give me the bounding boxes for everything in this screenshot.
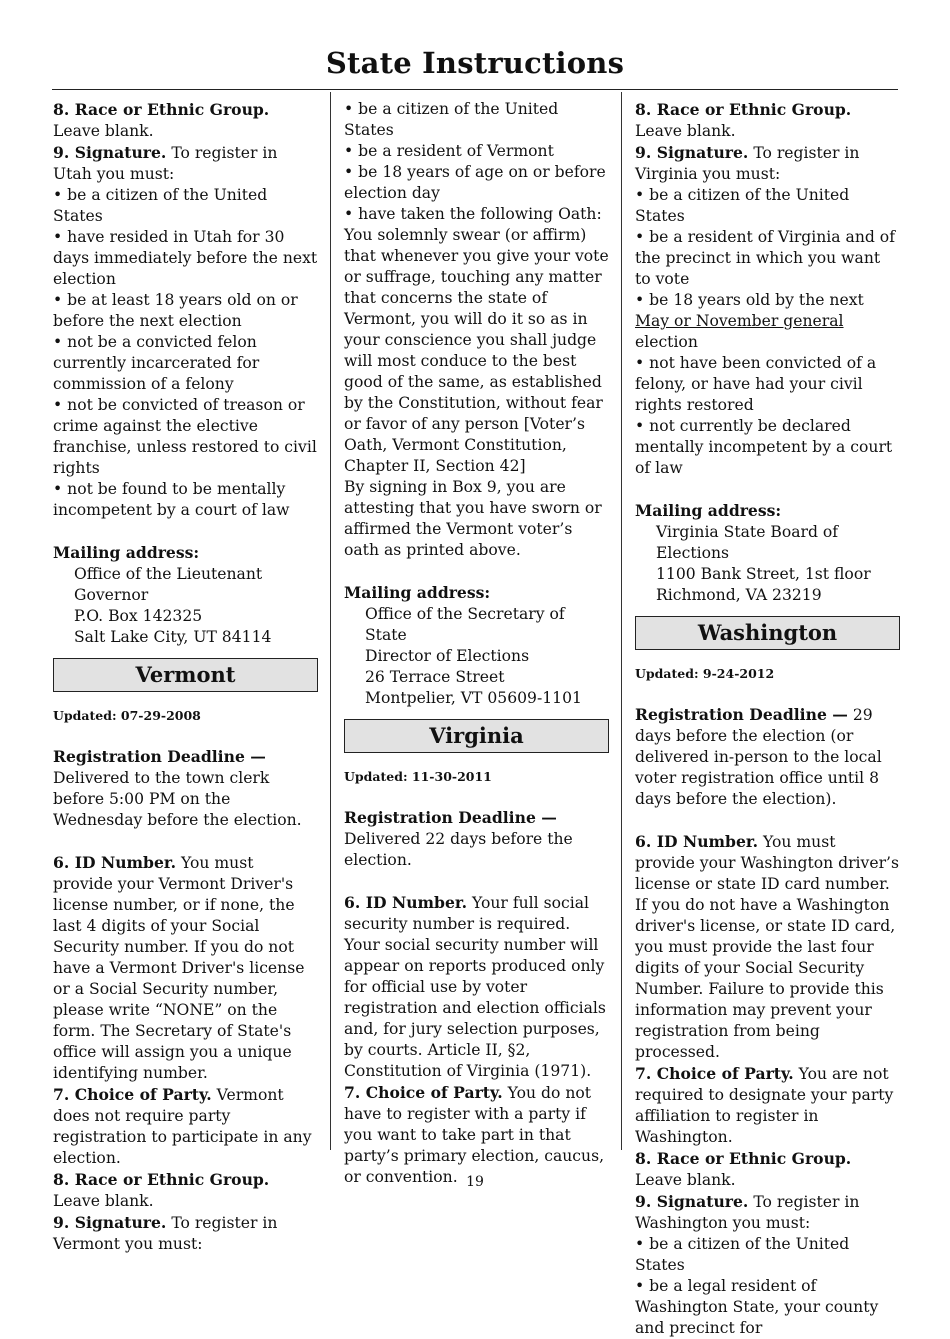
- paragraph-heading: 7. Choice of Party.: [53, 1085, 212, 1104]
- paragraph-text: To register in Utah you must:: [53, 144, 278, 183]
- paragraph: [635, 1063, 900, 1148]
- paragraph: [53, 852, 318, 1084]
- spacer: [635, 810, 900, 831]
- paragraph: [635, 185, 900, 227]
- paragraph-text: To register in Washington you must:: [635, 1193, 860, 1232]
- column-3: [635, 99, 900, 1339]
- paragraph-text: • be a citizen of the United States: [635, 186, 850, 225]
- paragraph-text: election: [635, 333, 698, 351]
- title-rule: [52, 89, 898, 90]
- paragraph-text: You must provide your Washington driver’s license or state ID card number. If you do not have a Washington driver's license, or state ID card, you must provide the last four digits of your Social Security Number. Failure to provide this information may prevent your registration from being processed.: [635, 833, 899, 1061]
- state-header: Washington: [635, 616, 900, 650]
- paragraph: [635, 227, 900, 290]
- paragraph-heading: 8. Race or Ethnic Group.: [53, 100, 270, 119]
- paragraph-heading: 6. ID Number.: [53, 853, 177, 872]
- paragraph-text: Delivered 22 days before the election.: [344, 830, 573, 869]
- paragraph-text: Delivered to the town clerk before 5:00 PM on the Wednesday before the election.: [53, 769, 302, 829]
- paragraph-heading: 9. Signature.: [635, 143, 749, 162]
- paragraph-text: • be a legal resident of Washington State, your county and precinct for: [635, 1277, 879, 1337]
- underlined-text: May or November general: [635, 312, 844, 330]
- paragraph-text: • not currently be declared mentally incompetent by a court of law: [635, 417, 893, 477]
- paragraph: [53, 1084, 318, 1169]
- paragraph-text: Your full social security number is required. Your social security number will appear on reports produced only for official use by voter registration and election officials and, for jury selection purposes, by courts. Article II, §2, Constitution of Virginia (1971).: [344, 894, 606, 1080]
- paragraph-text: • be 18 years of age on or before election day: [344, 163, 606, 202]
- paragraph: [53, 332, 318, 395]
- paragraph-text: You do not have to register with a party if you want to take part in that party’s primary election, caucus, or convention.: [344, 1084, 605, 1186]
- paragraph: [344, 204, 609, 477]
- paragraph-text: • be a citizen of the United States: [344, 100, 559, 139]
- paragraph: [53, 99, 318, 142]
- state-header: Vermont: [53, 658, 318, 692]
- address-line: 1100 Bank Street, 1st floor: [656, 565, 871, 583]
- paragraph: [53, 227, 318, 290]
- paragraph: [53, 185, 318, 227]
- paragraph: [53, 142, 318, 185]
- paragraph-text: • be a resident of Virginia and of the precinct in which you want to vote: [635, 228, 895, 288]
- updated-date: Updated: 11-30-2011: [344, 769, 492, 784]
- paragraph-text: You must provide your Vermont Driver's license number, or if none, the last 4 digits of your Social Security number. If you do not have a Vermont Driver's license or a Social Security number, please write “NONE” on the form. The Secretary of State's office will assign you a unique identifying number.: [53, 854, 305, 1082]
- paragraph-heading: 9. Signature.: [53, 1213, 167, 1232]
- paragraph-text: • be a resident of Vermont: [344, 142, 554, 160]
- spacer: [53, 725, 318, 746]
- page-title: State Instructions: [325, 46, 625, 80]
- paragraph-text: • have taken the following Oath: You solemnly swear (or affirm) that whenever you give your vote or suffrage, touching any matter that concerns the state of Vermont, you will do it so as in your conscience you shall judge will most conduce to the best good of the same, as established by the Constitution, without fear or favor of any person [Voter’s Oath, Vermont Constitution, Chapter II, Section 42]: [344, 205, 609, 475]
- address-line: 26 Terrace Street: [365, 668, 505, 686]
- paragraph-text: Leave blank.: [635, 122, 736, 140]
- address-line: Office of the Lieutenant Governor: [74, 565, 263, 604]
- paragraph-heading: Mailing address:: [53, 543, 200, 562]
- spacer: [635, 683, 900, 704]
- column-1: [53, 99, 318, 1255]
- paragraph: [635, 353, 900, 416]
- paragraph: [53, 479, 318, 521]
- spacer: [344, 561, 609, 582]
- paragraph-text: Leave blank.: [53, 122, 154, 140]
- paragraph: [635, 99, 900, 142]
- paragraph-text: • be 18 years old by the next: [635, 291, 864, 309]
- paragraph: [344, 582, 609, 604]
- paragraph: [344, 162, 609, 204]
- column-2: [344, 99, 609, 1188]
- address-line: Richmond, VA 23219: [656, 586, 822, 604]
- spacer: [344, 786, 609, 807]
- paragraph-text: 29 days before the election (or delivered in-person to the local voter registration office until 8 days before the election).: [635, 706, 882, 808]
- paragraph-heading: 6. ID Number.: [344, 893, 468, 912]
- address-line: P.O. Box 142325: [74, 607, 203, 625]
- updated-date: Updated: 07-29-2008: [53, 708, 201, 723]
- paragraph-text: • be a citizen of the United States: [635, 1235, 850, 1274]
- paragraph: [635, 290, 900, 353]
- paragraph: [53, 746, 318, 831]
- address-line: Salt Lake City, UT 84114: [74, 628, 272, 646]
- paragraph: [53, 290, 318, 332]
- paragraph-heading: Mailing address:: [635, 501, 782, 520]
- paragraph-text: By signing in Box 9, you are attesting that you have sworn or affirmed the Vermont voter’s oath as printed above.: [344, 478, 602, 559]
- paragraph: [53, 542, 318, 564]
- paragraph-text: You are not required to designate your party affiliation to register in Washington.: [635, 1065, 894, 1146]
- paragraph-text: • not be found to be mentally incompetent by a court of law: [53, 480, 290, 519]
- paragraph-text: • not have been convicted of a felony, or have had your civil rights restored: [635, 354, 877, 414]
- paragraph-text: To register in Vermont you must:: [53, 1214, 278, 1253]
- address-line: Virginia State Board of Elections: [656, 523, 839, 562]
- paragraph-heading: 7. Choice of Party.: [344, 1083, 503, 1102]
- paragraph-heading: Registration Deadline —: [635, 705, 848, 724]
- paragraph-text: • not be a convicted felon currently incarcerated for commission of a felony: [53, 333, 260, 393]
- paragraph: [635, 1234, 900, 1276]
- paragraph: [344, 141, 609, 162]
- paragraph-text: To register in Virginia you must:: [635, 144, 860, 183]
- spacer: [53, 521, 318, 542]
- paragraph-text: Leave blank.: [635, 1171, 736, 1189]
- paragraph: [344, 477, 609, 561]
- updated-date: Updated: 9-24-2012: [635, 666, 775, 681]
- paragraph-text: • be a citizen of the United States: [53, 186, 268, 225]
- paragraph-heading: Registration Deadline —: [344, 808, 557, 827]
- spacer: [344, 871, 609, 892]
- paragraph: [635, 1191, 900, 1234]
- paragraph-heading: 9. Signature.: [635, 1192, 749, 1211]
- paragraph-heading: 7. Choice of Party.: [635, 1064, 794, 1083]
- paragraph: [344, 99, 609, 141]
- column-divider-2: [621, 92, 622, 1150]
- paragraph: [635, 831, 900, 1063]
- column-divider-1: [330, 92, 331, 1150]
- paragraph-text: • have resided in Utah for 30 days immediately before the next election: [53, 228, 318, 288]
- paragraph: [635, 416, 900, 479]
- spacer: [635, 479, 900, 500]
- paragraph: [344, 1082, 609, 1188]
- paragraph: [635, 704, 900, 810]
- address-line: Director of Elections: [365, 647, 530, 665]
- paragraph-heading: 8. Race or Ethnic Group.: [635, 1149, 852, 1168]
- paragraph-heading: 6. ID Number.: [635, 832, 759, 851]
- paragraph-heading: Mailing address:: [344, 583, 491, 602]
- paragraph-text: Leave blank.: [53, 1192, 154, 1210]
- paragraph-heading: 9. Signature.: [53, 143, 167, 162]
- paragraph-heading: 8. Race or Ethnic Group.: [53, 1170, 270, 1189]
- paragraph: [53, 1212, 318, 1255]
- paragraph-text: Vermont does not require party registration to participate in any election.: [53, 1086, 312, 1167]
- paragraph: [635, 500, 900, 522]
- paragraph: [344, 892, 609, 1082]
- spacer: [53, 831, 318, 852]
- paragraph-text: • not be convicted of treason or crime against the elective franchise, unless restored to civil rights: [53, 396, 317, 477]
- address-line: Office of the Secretary of State: [365, 605, 565, 644]
- paragraph: [635, 1276, 900, 1339]
- address-line: Montpelier, VT 05609-1101: [365, 689, 582, 707]
- paragraph-text: • be at least 18 years old on or before the next election: [53, 291, 298, 330]
- paragraph-heading: Registration Deadline —: [53, 747, 266, 766]
- state-header: Virginia: [344, 719, 609, 753]
- paragraph: [53, 395, 318, 479]
- paragraph: [344, 807, 609, 871]
- paragraph: [635, 142, 900, 185]
- page-number: 19: [466, 1174, 484, 1190]
- paragraph-heading: 8. Race or Ethnic Group.: [635, 100, 852, 119]
